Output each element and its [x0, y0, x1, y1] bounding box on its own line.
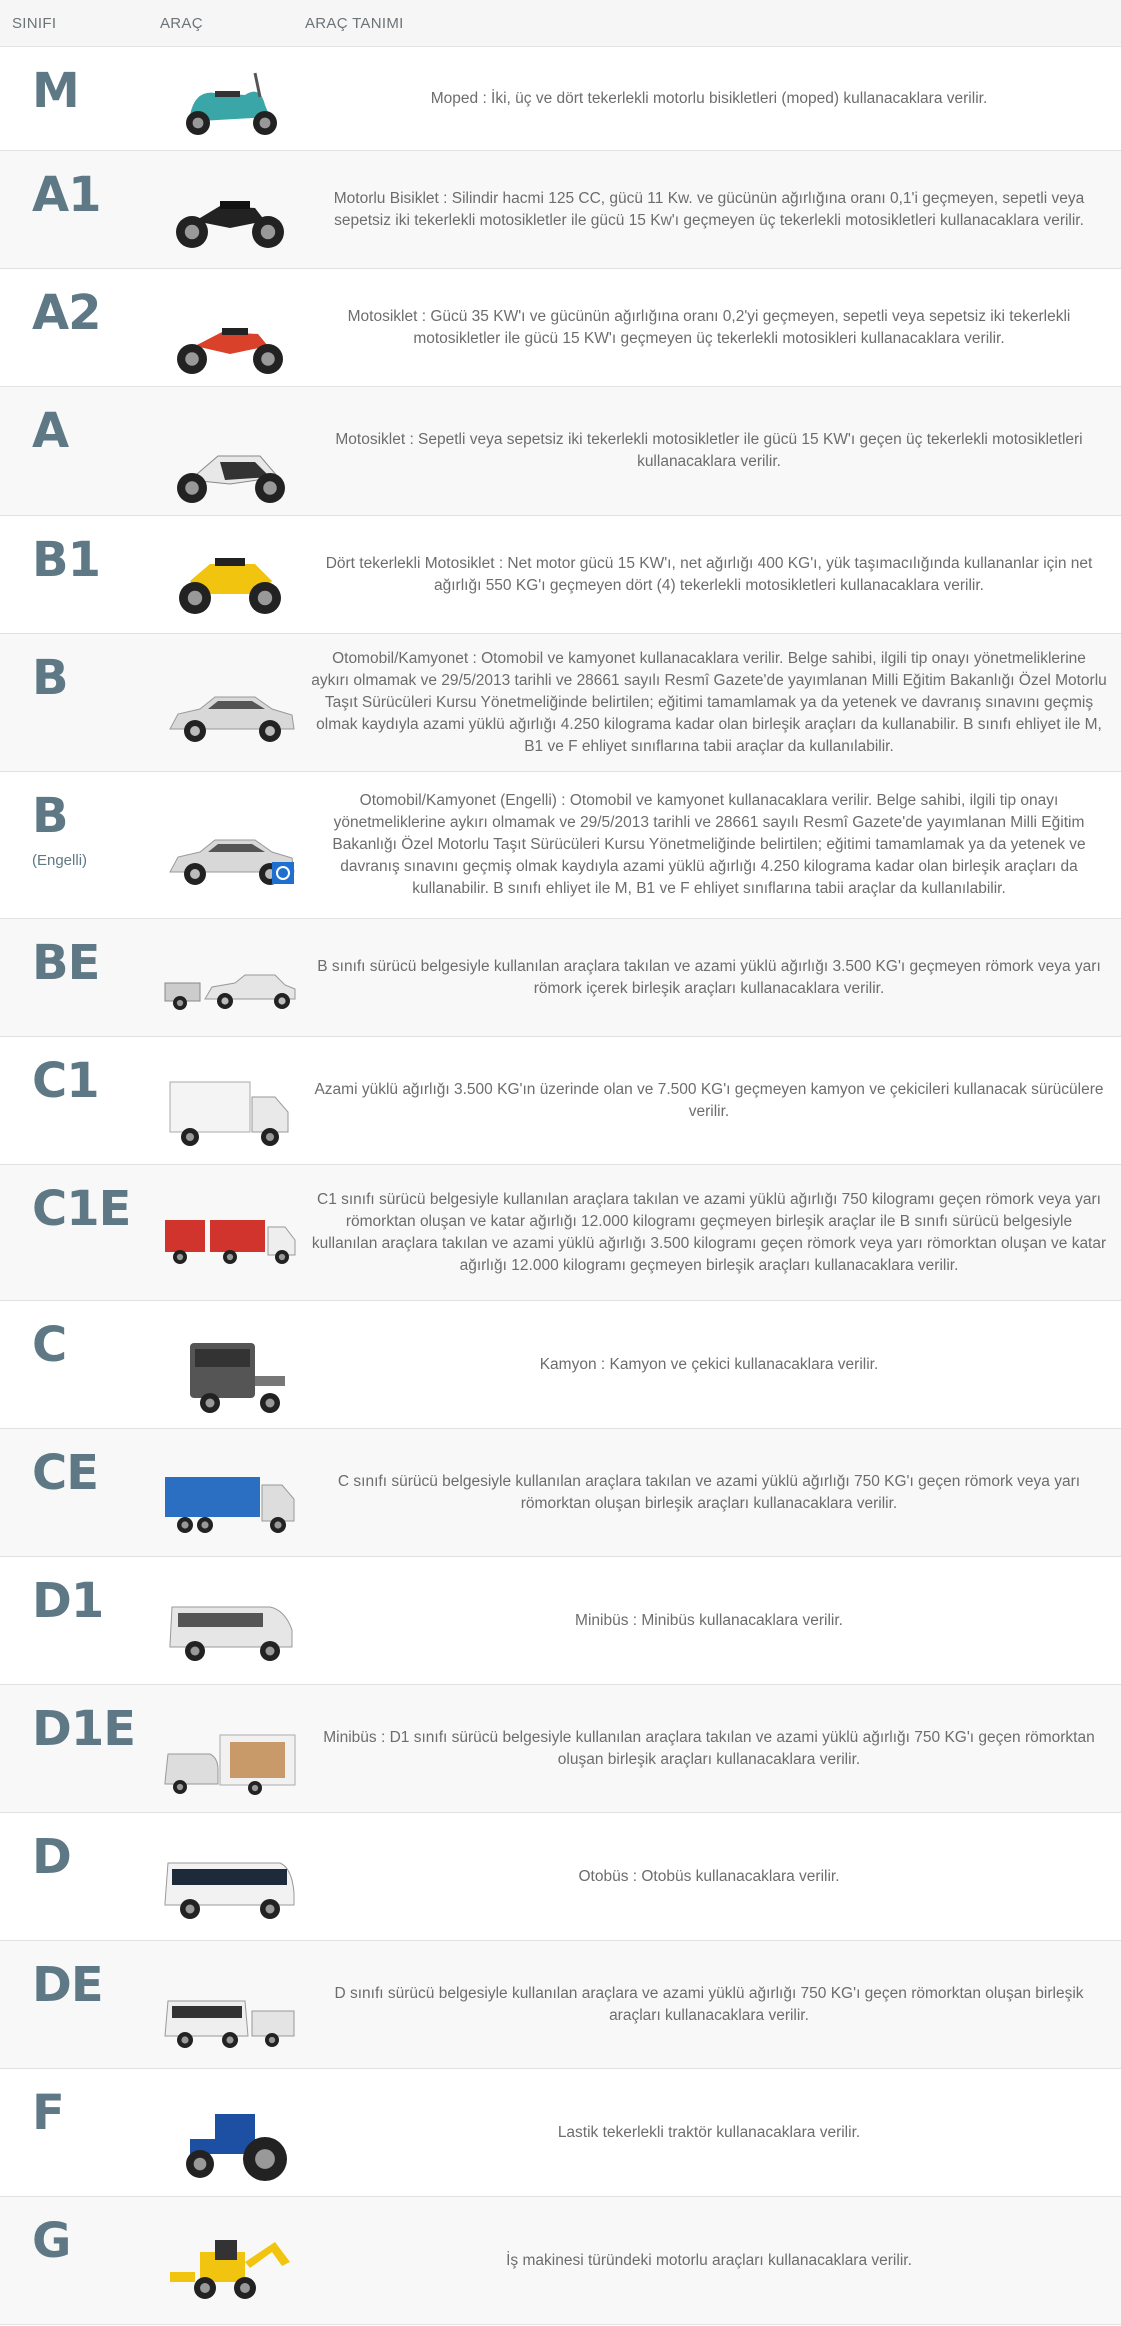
table-row: [0, 47, 1121, 151]
vehicle-description: Lastik tekerlekli traktör kullanacaklara verilir.: [557, 2123, 861, 2141]
table-row: [0, 387, 1121, 516]
tractor-icon: [160, 2099, 300, 2189]
header-vehicle: ARAÇ: [160, 15, 203, 32]
vehicle-description: Motorlu Bisiklet : Silindir hacmi 125 CC, gücü 11 Kw. ve gücünün ağırlığına oranı 0,1'i geçmeyen, sepetli veya sepetsiz iki tekerlekli motosikletler ile gücü 15 Kw'ı geçmeyen üç tekerlekli motosikletleri kullanacaklara verilir.: [333, 189, 1085, 229]
table-row: [0, 772, 1121, 919]
table-row: [0, 1429, 1121, 1557]
license-class-label: C1E: [32, 1181, 131, 1237]
license-class-label: A2: [32, 285, 101, 341]
license-class-label: M: [32, 63, 79, 119]
car-trailer-icon: [160, 941, 300, 1031]
vehicle-description: Dört tekerlekli Motosiklet : Net motor gücü 15 KW'ı, net ağırlığı 400 KG'ı, yük taşımacılığında kullananlar için net ağırlığı 550 KG'ı geçmeyen dört (4) tekerlekli motosikletleri kullanacaklara verilir.: [325, 554, 1093, 594]
truck-trailer-red-icon: [160, 1195, 300, 1285]
header-class: SINIFI: [12, 15, 57, 32]
vehicle-description: Otomobil/Kamyonet : Otomobil ve kamyonet kullanacaklara verilir. Belge sahibi, ilgili tip onayı yönetmeliklerine aykırı olmamak ve 29/5/2013 tarihli ve 28661 sayılı Resmî Gazete'de yayımlanan Milli Eğitim Bakanlığı Özel Motorlu Taşıt Sürücüleri Kursu Yönetmeliğinde belirtilen; eğitimi tamamlamak ya da yetenek ve davranış sınavını geçmiş olmak kaydıyla azami yüklü ağırlığı 4.250 kilograma kadar olan birleşik araçları da kullanabilir. B sınıfı ehliyet ile M, B1 ve F ehliyet sınıflarına tabii araçlar da kullanılabilir.: [311, 649, 1107, 755]
license-class-label: CE: [32, 1445, 99, 1501]
vehicle-description: Azami yüklü ağırlığı 3.500 KG'ın üzerinde olan ve 7.500 KG'ı geçmeyen kamyon ve çekicileri kullanacak sürücülere verilir.: [314, 1080, 1104, 1120]
vehicle-description: Otobüs : Otobüs kullanacaklara verilir.: [578, 1867, 840, 1885]
table-row: [0, 1301, 1121, 1429]
table-row: [0, 1941, 1121, 2069]
table-row: [0, 1685, 1121, 1813]
minibus-icon: [160, 1585, 300, 1675]
table-row: [0, 151, 1121, 269]
license-class-label: B: [32, 788, 68, 844]
vehicle-description: Kamyon : Kamyon ve çekici kullanacaklara verilir.: [539, 1355, 879, 1373]
vehicle-description: İş makinesi türündeki motorlu araçları kullanacaklara verilir.: [506, 2251, 912, 2269]
license-class-label: D1E: [32, 1701, 136, 1757]
table-row: [0, 516, 1121, 634]
bus-icon: [160, 1843, 300, 1933]
minibus-trailer-icon: [160, 1720, 300, 1810]
header-description: ARAÇ TANIMI: [305, 15, 404, 32]
vehicle-description: D sınıfı sürücü belgesiyle kullanılan araçlara ve azami yüklü ağırlığı 750 KG'ı geçen römorktan oluşan birleşik araçları kullanacaklara verilir.: [334, 1984, 1084, 2024]
vehicle-description: Moped : İki, üç ve dört tekerlekli motorlu bisikletleri (moped) kullanacaklara verilir.: [430, 89, 988, 107]
license-class-label: F: [32, 2085, 64, 2141]
bus-trailer-icon: [160, 1976, 300, 2066]
motorcycle-small-icon: [160, 166, 300, 256]
vehicle-description: Motosiklet : Gücü 35 KW'ı ve gücünün ağırlığına oranı 0,2'yi geçmeyen, sepetli veya sepetsiz iki tekerlekli motosikletler ile gücü 15 KW'ı geçmeyen üç tekerlekli motosikleri kullanacaklara verilir.: [347, 307, 1071, 347]
vehicle-description: Minibüs : D1 sınıfı sürücü belgesiyle kullanılan araçlara takılan ve azami yüklü ağırlığı 750 KG'ı geçen römorktan oluşan birleşik araçları kullanacaklara verilir.: [323, 1728, 1095, 1768]
license-class-label: B1: [32, 532, 100, 588]
backhoe-icon: [160, 2222, 300, 2312]
tractor-head-icon: [160, 1331, 300, 1421]
license-class-label: B: [32, 650, 68, 706]
table-row: [0, 634, 1121, 772]
table-row: [0, 1557, 1121, 1685]
table-row: [0, 269, 1121, 387]
license-class-sublabel: (Engelli): [32, 852, 88, 869]
vehicle-description: B sınıfı sürücü belgesiyle kullanılan araçlara takılan ve azami yüklü ağırlığı 3.500 KG'ı geçmeyen römork veya yarı römork içerek birleşik araçları kullanacaklara verilir.: [317, 957, 1101, 997]
table-row: [0, 1037, 1121, 1165]
license-class-label: DE: [32, 1957, 103, 2013]
vehicle-description: Motosiklet : Sepetli veya sepetsiz iki tekerlekli motosikletler ile gücü 15 KW'ı geçen üç tekerlekli motosikletleri kullanacaklara verilir.: [335, 431, 1083, 470]
license-class-label: A1: [32, 167, 101, 223]
table-row: [0, 2197, 1121, 2325]
table-row: [0, 2069, 1121, 2197]
vehicle-description: Minibüs : Minibüs kullanacaklara verilir.: [575, 1611, 843, 1629]
moped-scooter-icon: [160, 55, 300, 145]
car-icon: [160, 669, 300, 759]
motorcycle-sport-icon: [160, 422, 300, 512]
semi-truck-icon: [160, 1459, 300, 1549]
table-header: [0, 0, 1121, 47]
vehicle-description: C sınıfı sürücü belgesiyle kullanılan araçlara takılan ve azami yüklü ağırlığı 750 KG'ı geçen römork veya yarı römorktan oluşan birleşik araçları kullanacaklara verilir.: [337, 1472, 1081, 1512]
license-class-label: G: [32, 2213, 71, 2269]
license-class-label: D: [32, 1829, 71, 1885]
atv-icon: [160, 536, 300, 626]
license-class-label: A: [32, 403, 69, 459]
license-class-label: C: [32, 1317, 67, 1373]
vehicle-description: Otomobil/Kamyonet (Engelli) : Otomobil ve kamyonet kullanacaklara verilir. Belge sahibi, ilgili tip onayı yönetmeliklerine aykırı olmamak ve 29/5/2013 tarihli ve 28661 sayılı Resmî Gazete'de yayımlanan Milli Eğitim Bakanlığı Özel Motorlu Taşıt Sürücüleri Kursu Yönetmeliğinde belirtilen; eğitimi tamamlamak ya da yetenek ve davranış sınavını geçmiş olmak kaydıyla azami yüklü ağırlığı 4.250 kilograma kadar olan birleşik araçları da kullanabilir. B sınıfı ehliyet ile M, B1 ve F ehliyet sınıflarına tabii araçlar da kullanılabilir.: [332, 792, 1086, 897]
box-truck-icon: [160, 1067, 300, 1157]
table-row: [0, 1165, 1121, 1301]
license-class-label: C1: [32, 1053, 99, 1109]
license-class-label: D1: [32, 1573, 104, 1629]
motorcycle-red-icon: [160, 294, 300, 384]
license-class-label: BE: [32, 935, 100, 991]
vehicle-description: C1 sınıfı sürücü belgesiyle kullanılan araçlara takılan ve azami yüklü ağırlığı 750 kilogramı geçen römork veya yarı römorktan oluşan ve katar ağırlığı 12.000 kilogramı geçmeyen birleşik araçlar ile B sınıfı sürücü belgesiyle kullanılan araçlara takılan ve azami yüklü ağırlığı 3.500 kilogramı geçen römork veya yarı römorktan oluşan ve katar ağırlığı 12.000 kilogramı geçmeyen birleşik araçları kullanacaklara verilir.: [311, 1190, 1107, 1274]
car-disabled-icon: [160, 812, 300, 902]
table-row: [0, 1813, 1121, 1941]
table-row: [0, 919, 1121, 1037]
